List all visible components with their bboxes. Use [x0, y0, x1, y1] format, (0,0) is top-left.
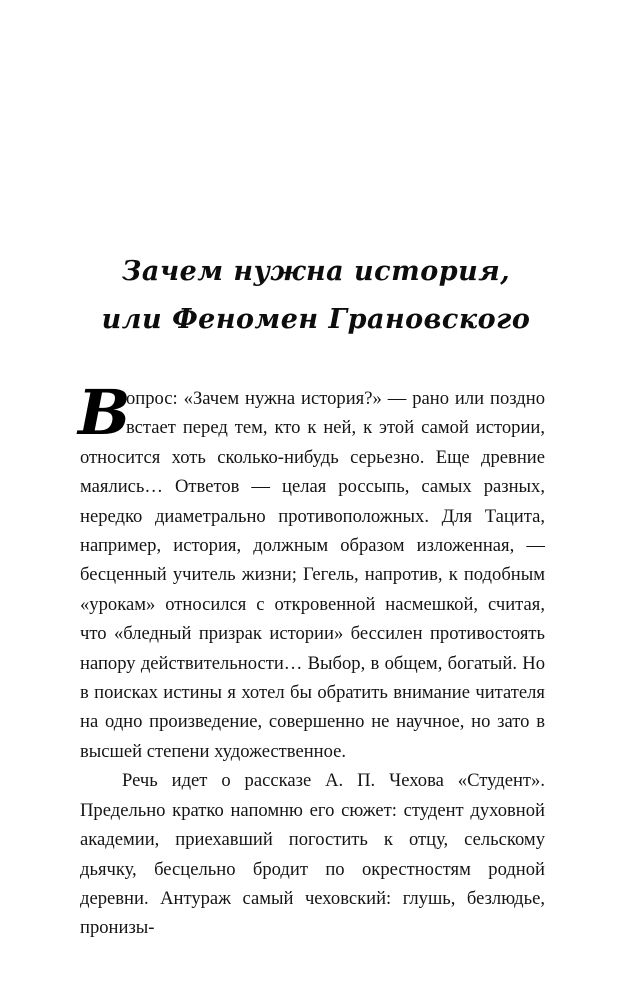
chapter-title-line-2: или Феномен Грановского: [101, 304, 531, 335]
paragraph-1: [78, 376, 545, 766]
paragraph-1-text: опрос: «Зачем нужна история?» — рано или поздно встает перед тем, кто к ней, к этой самой истории, относится хоть сколько-нибудь серьезно. Еще древние маялись… Ответов — целая россыпь, самых разных, нередко диаметрально противоположных. Для Тацита, например, история, должным образом изложенная, — бесценный учитель жизни; Гегель, напротив, к подобным «урокам» относился с откровенной насмешкой, считая, что «бледный призрак истории» бессилен противостоять напору действительности… Выбор, в общем, богатый. Но в поисках истины я хотел бы обратить внимание читателя на одно произведение, совершенно не научное, но зато в высшей степени художественное.: [80, 388, 545, 762]
body-text: [78, 376, 545, 943]
chapter-title: [0, 248, 632, 344]
drop-cap: В: [78, 376, 131, 449]
chapter-title-line-1: Зачем нужна история,: [121, 256, 511, 287]
paragraph-2: Речь идет о рассказе А. П. Чехова «Студент». Предельно кратко напомню его сюжет: студент духовной академии, приехавший погостить к отцу, сельскому дьячку, бесцельно бродит по окрестностям родной деревни. Антураж самый чеховский: глушь, безлюдье, пронизы-: [80, 770, 545, 939]
